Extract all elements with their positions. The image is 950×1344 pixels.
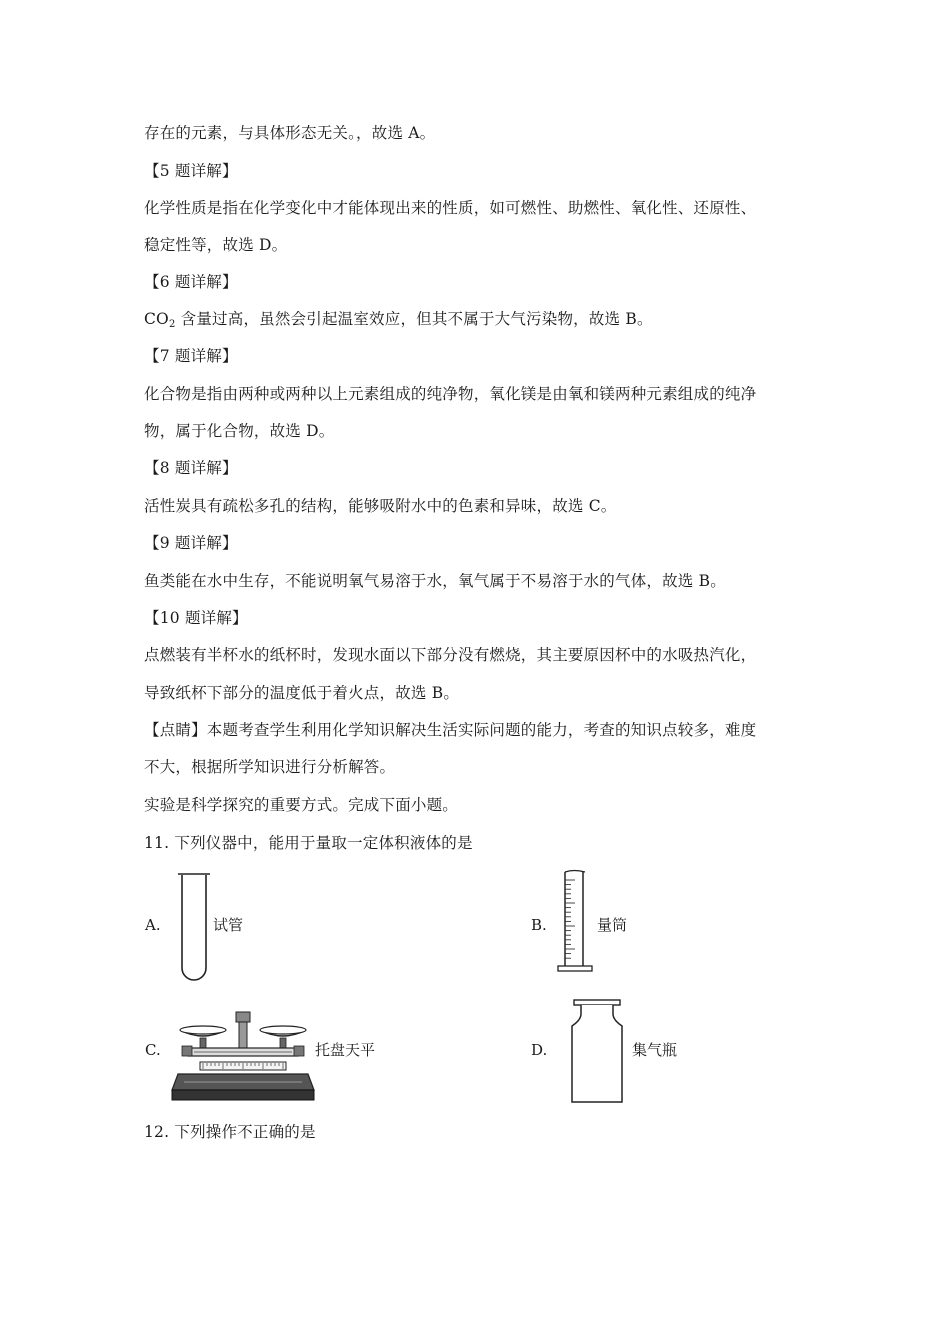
text-line-co2 [144,309,653,335]
option-a-letter: A. [145,916,161,934]
section-heading-8: 【8 题详解】 [144,459,238,477]
text-line: 存在的元素，与具体形态无关。，故选 A。 [144,124,436,142]
option-b-label: 量筒 [597,916,628,934]
text-line: 化学性质是指在化学变化中才能体现出来的性质，如可燃性、助燃性、氧化性、还原性、 [144,199,757,217]
section-heading-9: 【9 题详解】 [144,534,238,552]
option-c-label: 托盘天平 [315,1041,376,1059]
option-c-letter: C. [145,1041,161,1059]
section-heading-7: 【7 题详解】 [144,347,238,365]
co2-text: 含量过高，虽然会引起温室效应，但其不属于大气污染物，故选 B。 [175,310,653,328]
option-a-label: 试管 [213,916,244,934]
balance-scale-icon [170,1008,316,1104]
text-line: 点燃装有半杯水的纸杯时，发现水面以下部分没有燃烧，其主要原因杯中的水吸热汽化， [144,646,757,664]
section-heading-10: 【10 题详解】 [144,609,248,627]
text-line: 不大，根据所学知识进行分析解答。 [144,758,396,776]
option-d-label: 集气瓶 [632,1041,678,1059]
text-line: 活性炭具有疏松多孔的结构，能够吸附水中的色素和异味，故选 C。 [144,497,617,515]
tip-paragraph: 【点睛】本题考查学生利用化学知识解决生活实际问题的能力，考查的知识点较多，难度 [144,721,757,739]
text-line: 物，属于化合物，故选 D。 [144,422,335,440]
test-tube-icon [174,872,214,984]
text-line: 导致纸杯下部分的温度低于着火点，故选 B。 [144,684,460,702]
text-line: 化合物是指由两种或两种以上元素组成的纯净物，氧化镁是由氧和镁两种元素组成的纯净 [144,385,757,403]
question-11: 11. 下列仪器中，能用于量取一定体积液体的是 [144,834,473,852]
gas-jar-icon [566,998,628,1106]
graduated-cylinder-icon [555,870,595,976]
co2-subscript: 2 [168,319,176,330]
text-line: 实验是科学探究的重要方式。完成下面小题。 [144,796,459,814]
text-line: 稳定性等，故选 D。 [144,236,288,254]
co2-formula: CO [144,310,169,328]
option-d-letter: D. [531,1041,548,1059]
text-line: 鱼类能在水中生存，不能说明氧气易溶于水，氧气属于不易溶于水的气体，故选 B。 [144,572,726,590]
question-12: 12. 下列操作不正确的是 [144,1123,316,1141]
section-heading-6: 【6 题详解】 [144,273,238,291]
option-b-letter: B. [531,916,547,934]
section-heading-5: 【5 题详解】 [144,162,238,180]
